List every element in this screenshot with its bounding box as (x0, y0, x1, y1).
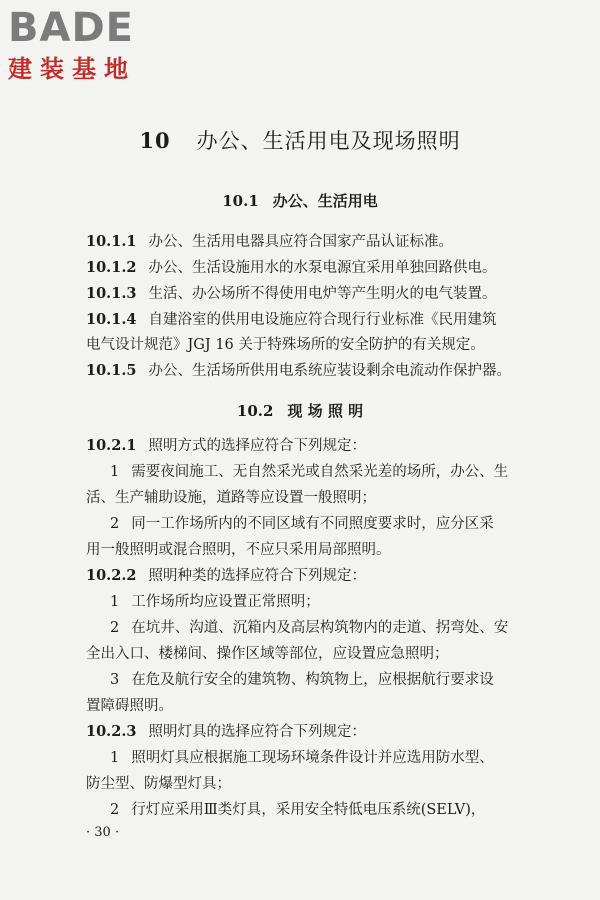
clause-number: 10.2.3 (86, 723, 137, 740)
item-text: 需要夜间施工、无自然采光或自然采光差的场所，办公、生 (131, 464, 509, 480)
clause-line (86, 722, 531, 742)
clause-number: 10.1.2 (86, 259, 137, 276)
clause-line (86, 310, 531, 330)
clause-continuation: 电气设计规范》JGJ 16 关于特殊场所的安全防护的有关规定。 (86, 337, 485, 353)
clause-number: 10.2.2 (86, 567, 137, 584)
item-number: 2 (110, 620, 120, 636)
item-continuation: 用一般照明或混合照明，不应只采用局部照明。 (86, 542, 391, 558)
clause-text: 办公、生活场所供用电系统应装设剩余电流动作保护器。 (148, 363, 511, 379)
list-item (110, 748, 555, 768)
watermark-logo (8, 6, 178, 84)
list-item (110, 618, 555, 638)
section-title-text: 现 场 照 明 (287, 402, 364, 420)
clause-number: 10.1.5 (86, 362, 137, 379)
chapter-number: 10 (139, 128, 171, 153)
item-continuation: 全出入口、楼梯间、操作区域等部位，应设置应急照明； (86, 646, 449, 662)
item-text: 工作场所均应设置正常照明； (131, 594, 320, 610)
clause-text: 自建浴室的供用电设施应符合现行行业标准《民用建筑 (148, 312, 497, 328)
item-continuation: 置障碍照明。 (86, 698, 173, 714)
section-number: 10.2 (236, 402, 274, 420)
clause-line (86, 436, 531, 456)
clause-line (86, 258, 531, 278)
list-item (110, 462, 555, 482)
item-number: 2 (110, 516, 120, 532)
item-continuation: 活、生产辅助设施，道路等应设置一般照明； (86, 490, 376, 506)
section-title (0, 190, 600, 211)
clause-line (86, 284, 531, 304)
chapter-title (0, 125, 600, 155)
clause-text: 办公、生活用电器具应符合国家产品认证标准。 (148, 234, 453, 250)
page-number: · 30 · (86, 825, 120, 840)
clause-line (86, 361, 531, 381)
clause-number: 10.1.4 (86, 311, 137, 328)
clause-text: 照明灯具的选择应符合下列规定： (148, 724, 366, 740)
section-title (0, 400, 600, 421)
clause-text: 办公、生活设施用水的水泵电源宜采用单独回路供电。 (148, 260, 497, 276)
clause-line (86, 566, 531, 586)
clause-number: 10.2.1 (86, 437, 137, 454)
logo-subtitle: 建装基地 (8, 55, 136, 83)
list-item (110, 800, 555, 820)
clause-text: 生活、办公场所不得使用电炉等产生明火的电气装置。 (148, 286, 497, 302)
item-number: 3 (110, 672, 120, 688)
list-item (110, 670, 555, 690)
item-text: 同一工作场所内的不同区域有不同照度要求时，应分区采 (131, 516, 494, 532)
item-continuation: 防尘型、防爆型灯具； (86, 776, 231, 792)
item-text: 照明灯具应根据施工现场环境条件设计并应选用防水型、 (131, 750, 494, 766)
clause-text: 照明种类的选择应符合下列规定： (148, 568, 366, 584)
clause-number: 10.1.1 (86, 233, 137, 250)
item-text: 行灯应采用Ⅲ类灯具，采用安全特低电压系统(SELV)， (131, 802, 486, 818)
item-number: 1 (110, 594, 120, 610)
clause-line (86, 232, 531, 252)
item-text: 在危及航行安全的建筑物、构筑物上，应根据航行要求设 (131, 672, 494, 688)
list-item (110, 514, 555, 534)
section-number: 10.1 (222, 192, 259, 210)
clause-text: 照明方式的选择应符合下列规定： (148, 438, 366, 454)
section-title-text: 办公、生活用电 (272, 192, 378, 210)
item-number: 2 (110, 802, 120, 818)
item-number: 1 (110, 750, 120, 766)
logo-text: BADE (8, 5, 134, 51)
clause-number: 10.1.3 (86, 285, 137, 302)
chapter-title-text: 办公、生活用电及现场照明 (196, 129, 461, 153)
list-item (110, 592, 555, 612)
item-number: 1 (110, 464, 120, 480)
item-text: 在坑井、沟道、沉箱内及高层构筑物内的走道、拐弯处、安 (131, 620, 509, 636)
